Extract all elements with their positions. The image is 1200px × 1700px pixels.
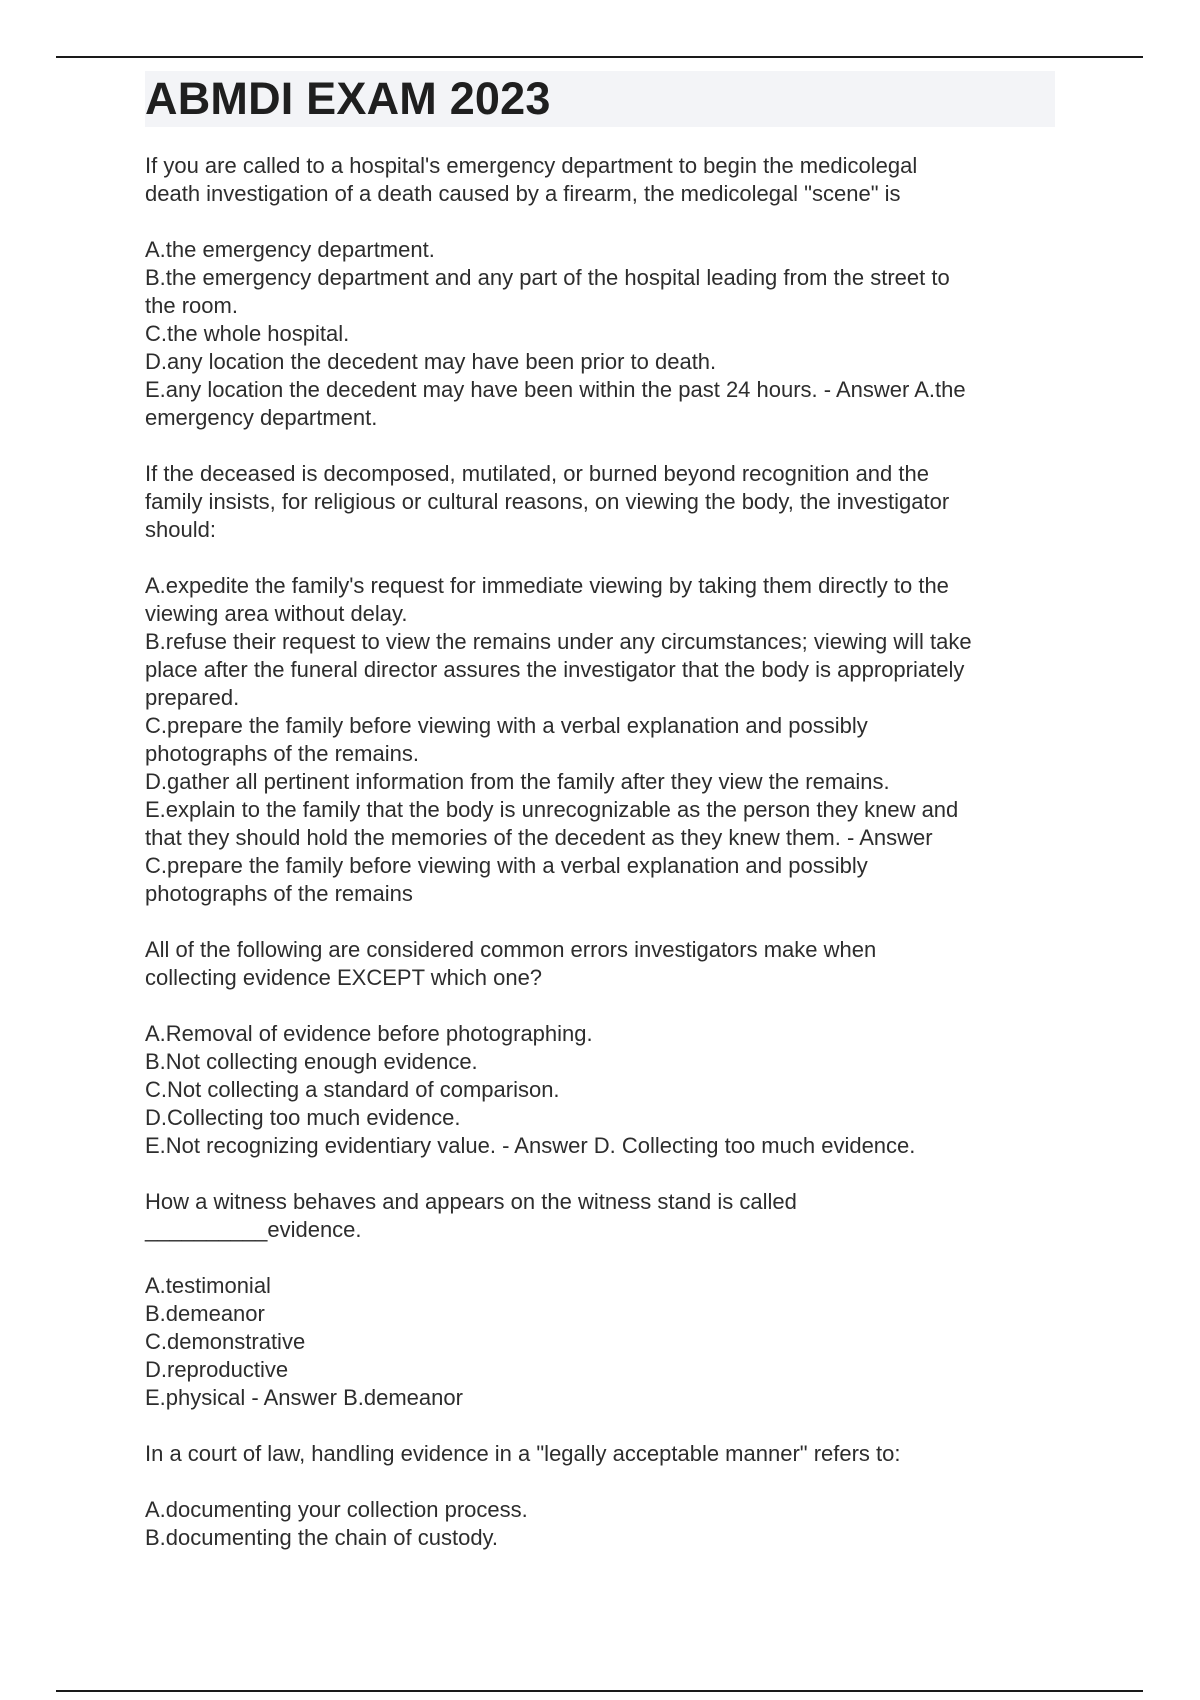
text-line: B.refuse their request to view the remains under any circumstances; viewing will take (145, 629, 972, 654)
text-line: A.the emergency department. (145, 237, 435, 262)
question-3 (145, 936, 1055, 992)
text-line: A.documenting your collection process. (145, 1497, 528, 1522)
bottom-rule (56, 1690, 1143, 1692)
top-rule (56, 56, 1143, 58)
text-line: family insists, for religious or cultural reasons, on viewing the body, the investigator (145, 489, 950, 514)
text-line: C.prepare the family before viewing with a verbal explanation and possibly (145, 853, 868, 878)
answer-options-2 (145, 572, 1055, 908)
text-line: C.Not collecting a standard of comparison. (145, 1077, 560, 1102)
text-line: How a witness behaves and appears on the witness stand is called (145, 1189, 797, 1214)
answer-options-3 (145, 1020, 1055, 1160)
text-line: E.explain to the family that the body is unrecognizable as the person they knew and (145, 797, 959, 822)
answer-options-4 (145, 1272, 1055, 1412)
text-line: prepared. (145, 685, 240, 710)
title-band (145, 71, 1055, 127)
text-line: D.gather all pertinent information from the family after they view the remains. (145, 769, 890, 794)
text-line: All of the following are considered common errors investigators make when (145, 937, 877, 962)
text-line: C.prepare the family before viewing with a verbal explanation and possibly (145, 713, 868, 738)
text-line: should: (145, 517, 216, 542)
text-line: In a court of law, handling evidence in a "legally acceptable manner" refers to: (145, 1441, 901, 1466)
text-line: A.testimonial (145, 1273, 271, 1298)
question-5 (145, 1440, 1055, 1468)
text-line: E.any location the decedent may have been within the past 24 hours. - Answer A.the (145, 377, 966, 402)
text-line: photographs of the remains. (145, 741, 419, 766)
question-2 (145, 460, 1055, 544)
question-4 (145, 1188, 1055, 1244)
text-line: __________evidence. (145, 1217, 362, 1242)
text-line: photographs of the remains (145, 881, 413, 906)
answer-options-5 (145, 1496, 1055, 1552)
document-title: ABMDI EXAM 2023 (145, 73, 551, 124)
text-line: If you are called to a hospital's emergency department to begin the medicolegal (145, 153, 918, 178)
text-line: If the deceased is decomposed, mutilated, or burned beyond recognition and the (145, 461, 929, 486)
text-line: A.Removal of evidence before photographing. (145, 1021, 593, 1046)
document-body (145, 71, 1055, 1580)
text-line: D.any location the decedent may have been prior to death. (145, 349, 717, 374)
text-line: B.Not collecting enough evidence. (145, 1049, 478, 1074)
text-line: that they should hold the memories of the decedent as they knew them. - Answer (145, 825, 933, 850)
text-line: A.expedite the family's request for immediate viewing by taking them directly to the (145, 573, 949, 598)
text-line: E.physical - Answer B.demeanor (145, 1385, 463, 1410)
text-line: viewing area without delay. (145, 601, 408, 626)
text-line: emergency department. (145, 405, 378, 430)
text-line: B.the emergency department and any part of the hospital leading from the street to (145, 265, 950, 290)
text-line: D.reproductive (145, 1357, 289, 1382)
text-line: place after the funeral director assures the investigator that the body is appropriately (145, 657, 965, 682)
text-line: C.demonstrative (145, 1329, 306, 1354)
text-line: B.documenting the chain of custody. (145, 1525, 499, 1550)
text-line: death investigation of a death caused by a firearm, the medicolegal "scene" is (145, 181, 901, 206)
text-line: D.Collecting too much evidence. (145, 1105, 461, 1130)
text-line: E.Not recognizing evidentiary value. - Answer D. Collecting too much evidence. (145, 1133, 916, 1158)
text-line: C.the whole hospital. (145, 321, 350, 346)
question-1 (145, 152, 1055, 208)
text-line: B.demeanor (145, 1301, 265, 1326)
text-line: collecting evidence EXCEPT which one? (145, 965, 543, 990)
text-line: the room. (145, 293, 238, 318)
answer-options-1 (145, 236, 1055, 432)
